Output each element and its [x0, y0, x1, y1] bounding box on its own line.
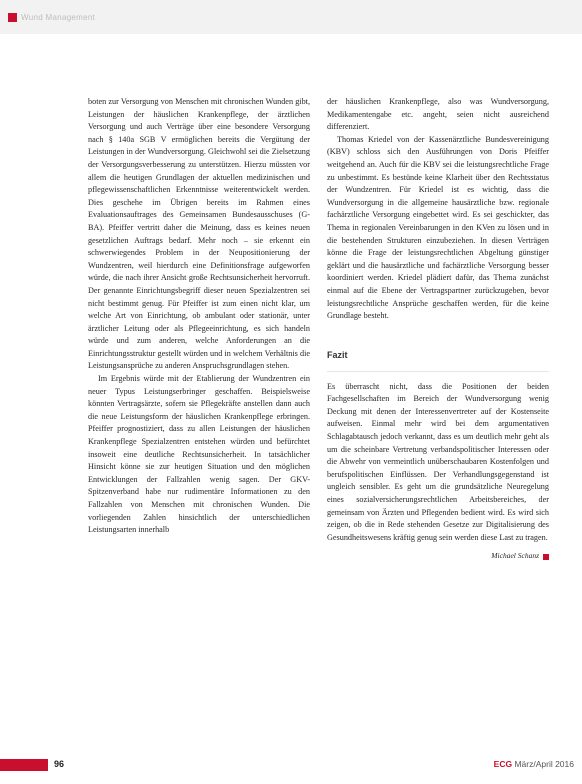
- author-name: Michael Schanz: [491, 551, 539, 561]
- left-paragraph-2: Im Ergebnis würde mit der Etablierung der Wundzentren ein neuer Typus Leistungserbringer geschaffen. Beispielsweise könnten Vertragsärzte, sofern sie Pflegekräfte anstellen dann auch die neue Leistungsform der häuslichen Krankenpflege erbringen. Pfeiffer prognostiziert, dass zu allen Leistungen der häuslichen Krankenpflege Spezialzentren entstehen würden und befürchtet insoweit eine deutliche Rechtsunsicherheit. In tatsächlicher Hinsicht könne sie zur heutigen Situation und den möglichen Entwicklungen der Fallzahlen wenig sagen. Der GKV-Spitzenverband habe nur rudimentäre Informationen zu den Fallzahlen von Menschen mit chronischen Wunden. Die vorliegenden Zahlen hinsichtlich der unterschiedlichen Leistungsarten innerhalb: [88, 374, 310, 535]
- top-header-bar: [0, 0, 582, 34]
- author-line: [327, 550, 549, 563]
- section-tag: [8, 11, 95, 23]
- left-paragraph-1: boten zur Versorgung von Menschen mit chronischen Wunden gibt, Leistungen der häuslichen Krankenpflege, der ärztlichen Versorgung und auch Verträge über eine besondere Versorgung nach § 140a SGB V ermöglichen bereits die Vergütung der Leistungen in der Wundversorgung. Gleichwohl sei die Zielsetzung der Versorgungsverbesserung zu unterstützen. Hierzu müssten vor allem die heutigen Grundlagen der aktuellen medizinischen und pflegewissenschaftlichen Erkenntnisse weiterentwickelt werden. Dies geschehe im Übrigen bereits im Rahmen eines Evaluationsauftrages des Gemeinsamen Bundesausschuses (G-BA). Pfeiffer vertritt daher die Meinung, dass es keines neuen gesetzlichen Auftrags bedarf. Mehr noch – sie erkennt ein schwerwiegendes Problem in der Neupositionierung der Wundzentren, weil hierdurch eine Definitionsfrage aufgeworfen würde, die nach ihrer Ansicht große Rechtsunsicherheit hervorruft. Der genannte Einrichtungsbegriff dieser neuen Spezialzentren sei nicht bestimmt genug. Für Pfeiffer ist zum einen nicht klar, um welche Art von Einrichtung, ob ambulant oder stationär, unter ärztlicher Leitung oder als Pflegeeinrichtung, es sich handeln würde und zum anderen, welche Anforderungen an die Einrichtungsstruktur gestellt würden und in welchem Verhältnis die Leistungsansprüche zu anderen Anspruchsgrundlagen stehen.: [88, 97, 310, 371]
- right-paragraph-1: der häuslichen Krankenpflege, also was Wundversorgung, Medikamentengabe etc. angeht, seien nicht ausreichend differenziert.: [327, 97, 549, 132]
- section-label: Wund Management: [21, 12, 96, 22]
- left-column: [88, 96, 310, 537]
- fazit-paragraph: Es überrascht nicht, dass die Positionen der beiden Fachgesellschaften im Bereich der Wundversorgung wenig Deckung mit denen der Interessenvertreter auf der Kostenseite aufweisen. Einmal mehr wird bei dem argumentativen Schlagabtausch jedoch verkannt, dass es um deutlich mehr geht als um die scheinbare Vertretung verbandspolitischer Interessen oder die Abwehr von vermeintlich unüberschaubaren Kostenfolgen und berufspolitischen Einflüssen. Der Verhandlungsgegenstand ist ungleich sensibler. Es geht um die grundsätzliche Neuregelung eines sozialversicherungsrechtlichen Arbeitsbereiches, der gemeinsam von Ärzten und Pflegenden bedient wird. Es wird sich zeigen, ob die in Rede stehenden Gesetze zur Digitalisierung des Gesundheitswesens kräftig genug sein werden diese Last zu tragen.: [327, 381, 549, 542]
- magazine-brand: ECG: [493, 759, 513, 769]
- page-number-block: [0, 759, 48, 771]
- right-paragraph-2: Thomas Kriedel von der Kassenärztliche Bundesvereinigung (KBV) schloss sich den Ausführungen von Doris Pfeiffer weitgehend an. Auch für die KBV sei die leistungsrechtliche Frage zu unbestimmt. Es bestünde keine Klarheit über den Rechtsstatus der Wundzentren. Für Kriedel ist es wichtig, dass die Wundversorgung in die allgemeine hausärztliche bzw. regionale fachärztliche Versorgung eingebettet wird. Es sei geschickter, das Thema in regionalen Vereinbarungen in den KVen zu lösen und in die bestehenden Strukturen einzubeziehen. In diesen Verträgen könne die Frage der leistungsrechtlichen Abgeltung günstiger geklärt und die hausärztliche und fachärztliche Versorgung besser koordiniert werden. Kriedel plädiert dafür, das Thema zunächst einmal auf die Ebene der Vertragspartner zurückzugeben, bevor leistungsrechtliche Ansprüche geschaffen werden, für die keine Grundlage besteht.: [327, 134, 549, 321]
- issue-info: [494, 759, 574, 769]
- fazit-heading: Fazit: [327, 349, 348, 360]
- section-marker-icon: [8, 13, 17, 22]
- right-column: [327, 96, 549, 563]
- issue-date: März/April 2016: [514, 759, 574, 769]
- page-number: 96: [54, 759, 65, 769]
- article-end-icon: [543, 554, 549, 560]
- page-footer: [0, 756, 582, 774]
- fazit-divider: [327, 371, 549, 377]
